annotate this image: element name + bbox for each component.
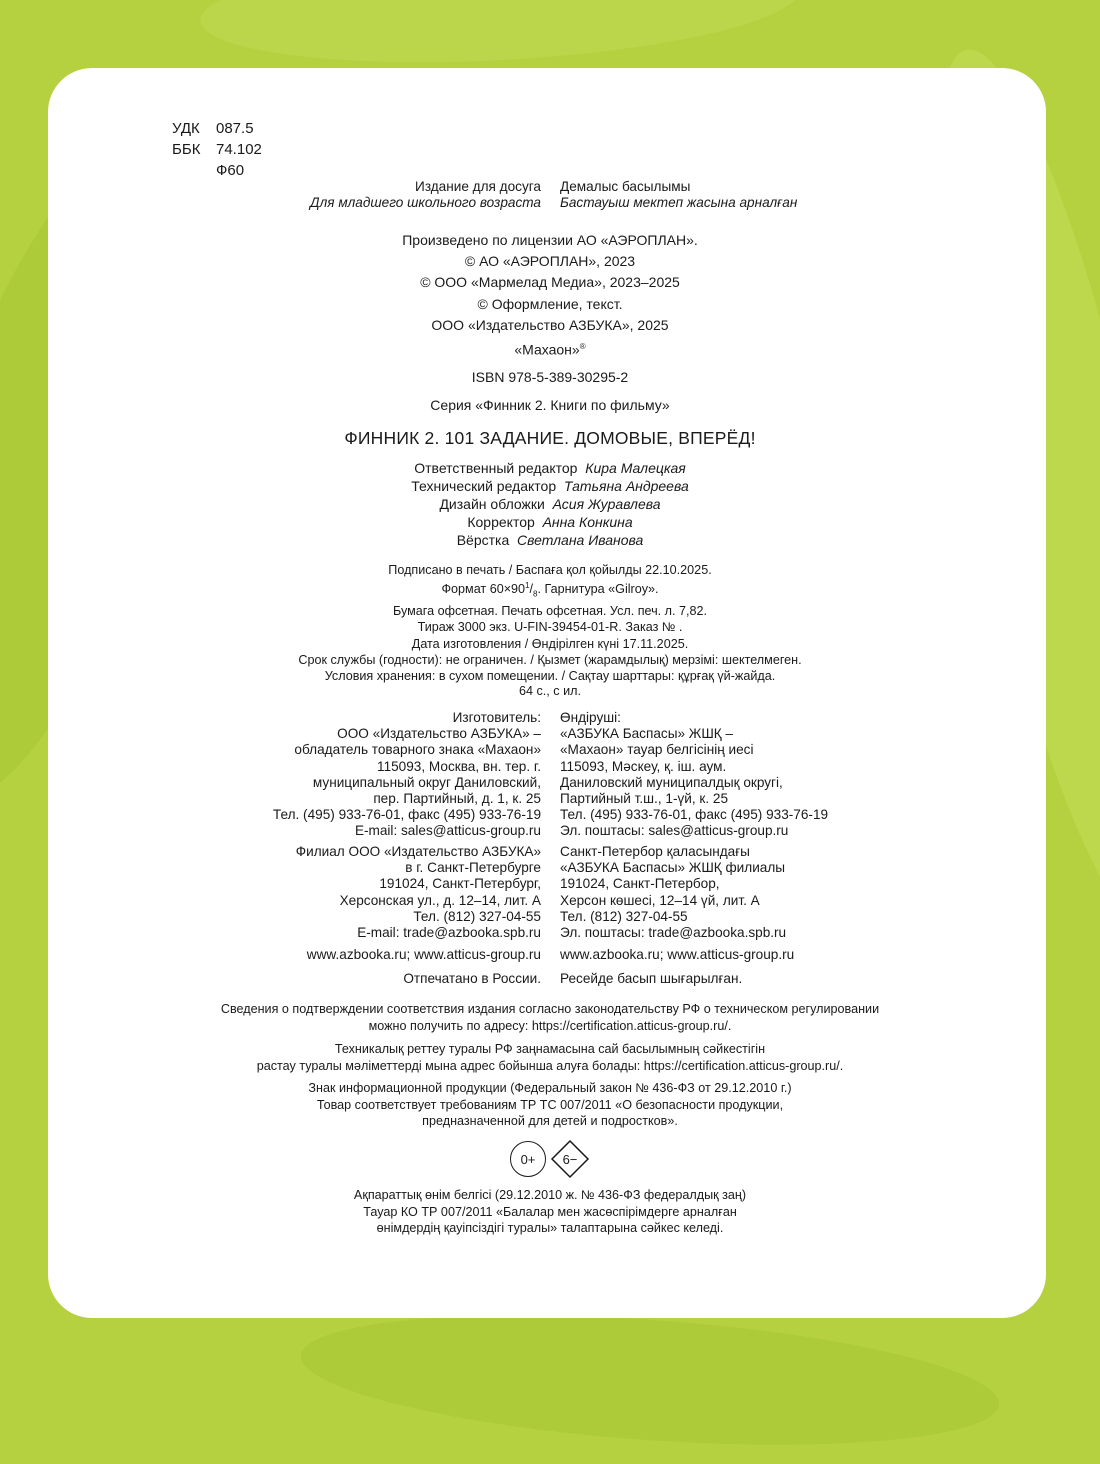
legal-line: өнімдердің қауіпсіздігі туралы» талаптарына сәйкес келеді. [376, 1221, 724, 1235]
manufacturer-ru-line: ООО «Издательство АЗБУКА» – [337, 726, 541, 742]
purpose-kz-1: Демалыс басылымы [560, 179, 691, 194]
manufacturer-kz-line: Даниловский муниципалдық округі, [560, 774, 783, 790]
license-line: «Махаон» [514, 341, 580, 358]
print-storage: Условия хранения: в сухом помещении. / Сақтау шарттары: құрғақ үй-жайда. [324, 668, 776, 683]
license-line: ООО «Издательство АЗБУКА», 2025 [431, 316, 669, 333]
credit-row [0, 495, 1100, 513]
branch-kz-line: Санкт-Петербор қаласындағы [560, 844, 750, 859]
branch-kz-line: Эл. поштасы: trade@azbooka.spb.ru [560, 925, 787, 941]
legal-line: растау туралы мәліметтерді мына адрес бойынша алуға болады: https://certification.atticus-group.ru/. [256, 1058, 844, 1073]
format-font: . Гарнитура «Gilroy». [537, 582, 659, 597]
branch-ru-line: 191024, Санкт-Петербург, [379, 876, 541, 892]
print-format: Формат $60\times 90^1/_8$. Гарнитура «Gilroy». [441, 581, 659, 599]
background-streak [297, 1296, 1004, 1464]
branch-ru-line: в г. Санкт-Петербурге [405, 860, 541, 876]
manufacturer-kz-line: Эл. поштасы: sales@atticus-group.ru [560, 823, 789, 839]
credit-row [0, 513, 1100, 531]
credit-row [0, 477, 1100, 495]
legal-line: Тауар КО ТР 007/2011 «Балалар мен жасөспірімдерге арналған [363, 1204, 737, 1219]
web-block [0, 947, 1100, 963]
legal-line: можно получить по адресу: https://certification.atticus-group.ru/. [368, 1018, 732, 1033]
credit-name: Татьяна Андреева [563, 478, 689, 494]
license-block [0, 230, 1100, 361]
legal-line: Сведения о подтверждении соответствия издания согласно законодательству РФ о техническом регулировании [220, 1002, 880, 1016]
udk-label: УДК [172, 120, 200, 137]
info-product-kz [0, 1187, 1100, 1237]
credit-row [0, 459, 1100, 477]
printed-block [0, 971, 1100, 987]
web-ru: www.azbooka.ru; www.atticus-group.ru [306, 947, 541, 962]
manufacturer-kz-line: «Махаон» тауар белгісінің иесі [560, 742, 754, 758]
page-count: 64 с., с ил. [519, 684, 581, 698]
branch-ru-line: Херсонская ул., д. 12–14, лит. А [339, 892, 541, 908]
manufacturer-ru-line: Тел. (495) 933-76-01, факс (495) 933-76-19 [272, 807, 541, 823]
manufacturer-kz-line: 115093, Мәскеу, қ. іш. аум. [560, 758, 727, 774]
license-line: © АО «АЭРОПЛАН», 2023 [464, 253, 636, 270]
manufacturer-ru-line: 115093, Москва, вн. тер. г. [377, 758, 541, 774]
legal-line: Ақпараттық өнім белгісі (29.12.2010 ж. № 436-ФЗ федералдық заң) [353, 1188, 747, 1202]
credit-role: Вёрстка [456, 532, 510, 548]
print-signed: Подписано в печать / Баспаға қол қойылды 22.10.2025. [388, 563, 712, 577]
format-numerator: 1 [525, 581, 530, 591]
certification-kz [0, 1041, 1100, 1074]
info-product-ru [0, 1080, 1100, 1130]
udk-value: 087.5 [216, 120, 254, 137]
branch-ru-line: Филиал ООО «Издательство АЗБУКА» [295, 844, 541, 859]
age-rating-text: 0+ [520, 1151, 536, 1167]
branch-kz-line: «АЗБУКА Баспасы» ЖШҚ филиалы [560, 860, 786, 876]
purpose-kz-2: Бастауыш мектеп жасына арналған [560, 195, 798, 211]
manufacturer-ru-line: E-mail: sales@atticus-group.ru [354, 823, 541, 839]
legal-line: предназначенной для детей и подростков». [422, 1114, 678, 1128]
manufacturer-ru-line: муниципальный округ Даниловский, [312, 774, 541, 790]
author-code: Ф60 [216, 162, 245, 179]
credit-role: Дизайн обложки [439, 496, 545, 512]
bbk-value: 74.102 [216, 141, 262, 158]
legal-line: Товар соответствует требованиям ТР ТС 007/2011 «О безопасности продукции, [316, 1097, 784, 1112]
credit-row [0, 531, 1100, 549]
age-rating-diamond [550, 1139, 590, 1179]
manufacturer-kz-line: Тел. (495) 933-76-01, факс (495) 933-76-19 [560, 807, 829, 823]
print-run: Тираж 3000 экз. U-FIN-39454-01-R. Заказ № . [417, 620, 683, 635]
certification-ru [0, 1001, 1100, 1034]
credit-name: Кира Малецкая [585, 460, 686, 476]
branch-kz-line: 191024, Санкт-Петербор, [560, 876, 720, 892]
series: Серия «Финник 2. Книги по фильму» [430, 397, 670, 413]
book-title: ФИННИК 2. 101 ЗАДАНИЕ. ДОМОВЫЕ, ВПЕРЁД! [344, 428, 756, 448]
purpose-ru-1: Издание для досуга [415, 179, 541, 194]
branch-kz-line: Херсон көшесі, 12–14 үй, лит. А [560, 892, 760, 908]
print-paper: Бумага офсетная. Печать офсетная. Усл. печ. л. 7,82. [392, 604, 708, 619]
branch-ru-line: Тел. (812) 327-04-55 [413, 908, 541, 924]
registered-mark: ® [579, 342, 586, 352]
license-line: © Оформление, текст. [477, 295, 623, 312]
credit-role: Корректор [467, 514, 535, 530]
branch-kz-line: Тел. (812) 327-04-55 [560, 908, 688, 924]
printed-ru: Отпечатано в России. [403, 971, 541, 986]
format-denominator: 8 [533, 589, 538, 599]
manufacturer-ru-line: обладатель товарного знака «Махаон» [294, 742, 541, 758]
age-badges [510, 1139, 590, 1179]
age-rating-text: 6− [562, 1151, 578, 1167]
credit-role: Ответственный редактор [414, 460, 578, 476]
print-life: Срок службы (годности): не ограничен. / Қызмет (жарамдылық) мерзімі: шектелмеген. [298, 652, 802, 667]
license-line: © ООО «Мармелад Медиа», 2023–2025 [420, 274, 680, 291]
manufacturer-kz-line: Партийный т.ш., 1-үй, к. 25 [560, 791, 729, 807]
credit-name: Анна Конкина [542, 514, 633, 530]
credit-role: Технический редактор [411, 478, 557, 494]
credits-block [0, 459, 1100, 549]
legal-line: Техникалық реттеу туралы РФ заңнамасына сай басылымның сәйкестігін [334, 1042, 766, 1056]
branch-block [0, 844, 1100, 941]
legal-line: Знак информационной продукции (Федеральный закон № 436-ФЗ от 29.12.2010 г.) [308, 1081, 792, 1095]
credit-name: Асия Журавлева [552, 496, 661, 512]
manufacturer-block [0, 710, 1100, 840]
isbn: ISBN 978-5-389-30295-2 [471, 369, 629, 385]
license-line: Произведено по лицензии АО «АЭРОПЛАН». [402, 232, 698, 248]
background-streak [198, 0, 803, 76]
branch-ru-line: E-mail: trade@azbooka.spb.ru [357, 925, 541, 941]
print-made: Дата изготовления / Өндірілген күні 17.11.2025. [411, 636, 689, 651]
classification-codes [172, 118, 262, 181]
purpose-block [0, 179, 1100, 211]
age-rating-circle [510, 1141, 546, 1177]
manufacturer-kz-line: «АЗБУКА Баспасы» ЖШҚ – [560, 726, 734, 742]
format-text: Формат 60×90 [441, 582, 526, 597]
manufacturer-ru-line: пер. Партийный, д. 1, к. 25 [373, 791, 541, 807]
purpose-ru-2: Для младшего школьного возраста [310, 195, 541, 211]
bbk-label: ББК [172, 141, 201, 158]
manufacturer-kz-line: Өндіруші: [560, 710, 621, 725]
credit-name: Светлана Иванова [517, 532, 644, 548]
print-info [0, 562, 1100, 684]
manufacturer-ru-line: Изготовитель: [452, 710, 541, 725]
web-kz: www.azbooka.ru; www.atticus-group.ru [560, 947, 795, 962]
printed-kz: Ресейде басып шығарылған. [560, 971, 743, 986]
